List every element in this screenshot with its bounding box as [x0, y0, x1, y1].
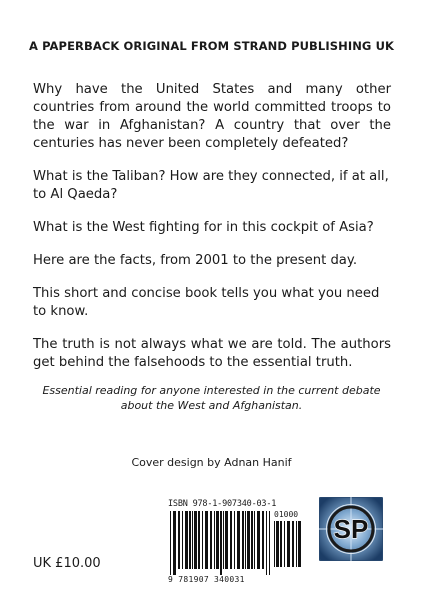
barcode-bars [170, 511, 270, 575]
blurb-paragraph: What is the West fighting for in this cockpit of Asia? [33, 220, 374, 235]
publisher-logo [319, 497, 383, 561]
blurb [33, 81, 391, 387]
blurb-paragraph: The truth is not always what we are told. The authors get behind the falsehoods to the essential truth. [33, 337, 391, 370]
publisher-heading: A PAPERBACK ORIGINAL FROM STRAND PUBLISHING UK [28, 39, 395, 53]
blurb-paragraph: Why have the United States and many other countries from around the world committed troops to the war in Afghanistan? A country that over the centuries has never been completely defeated? [33, 82, 391, 151]
cover-design-credit: Cover design by Adnan Hanif [131, 456, 292, 469]
barcode [165, 499, 307, 589]
logo-text: SP [333, 514, 369, 544]
barcode-number: 9 781907 340031 [168, 575, 245, 584]
blurb-paragraph: Here are the facts, from 2001 to the present day. [33, 253, 358, 268]
isbn-text: ISBN 978-1-907340-03-1 [168, 499, 277, 509]
blurb-paragraph: This short and concise book tells you what you need to know. [33, 286, 380, 319]
tagline: Essential reading for anyone interested in the current debate about the West and Afghanistan. [42, 384, 381, 412]
addon-barcode-bars [274, 521, 304, 573]
blurb-paragraph: What is the Taliban? How are they connected, if at all, to Al Qaeda? [33, 169, 389, 202]
price-addon-code: 01000 [274, 510, 299, 519]
price-label: UK £10.00 [33, 556, 101, 571]
